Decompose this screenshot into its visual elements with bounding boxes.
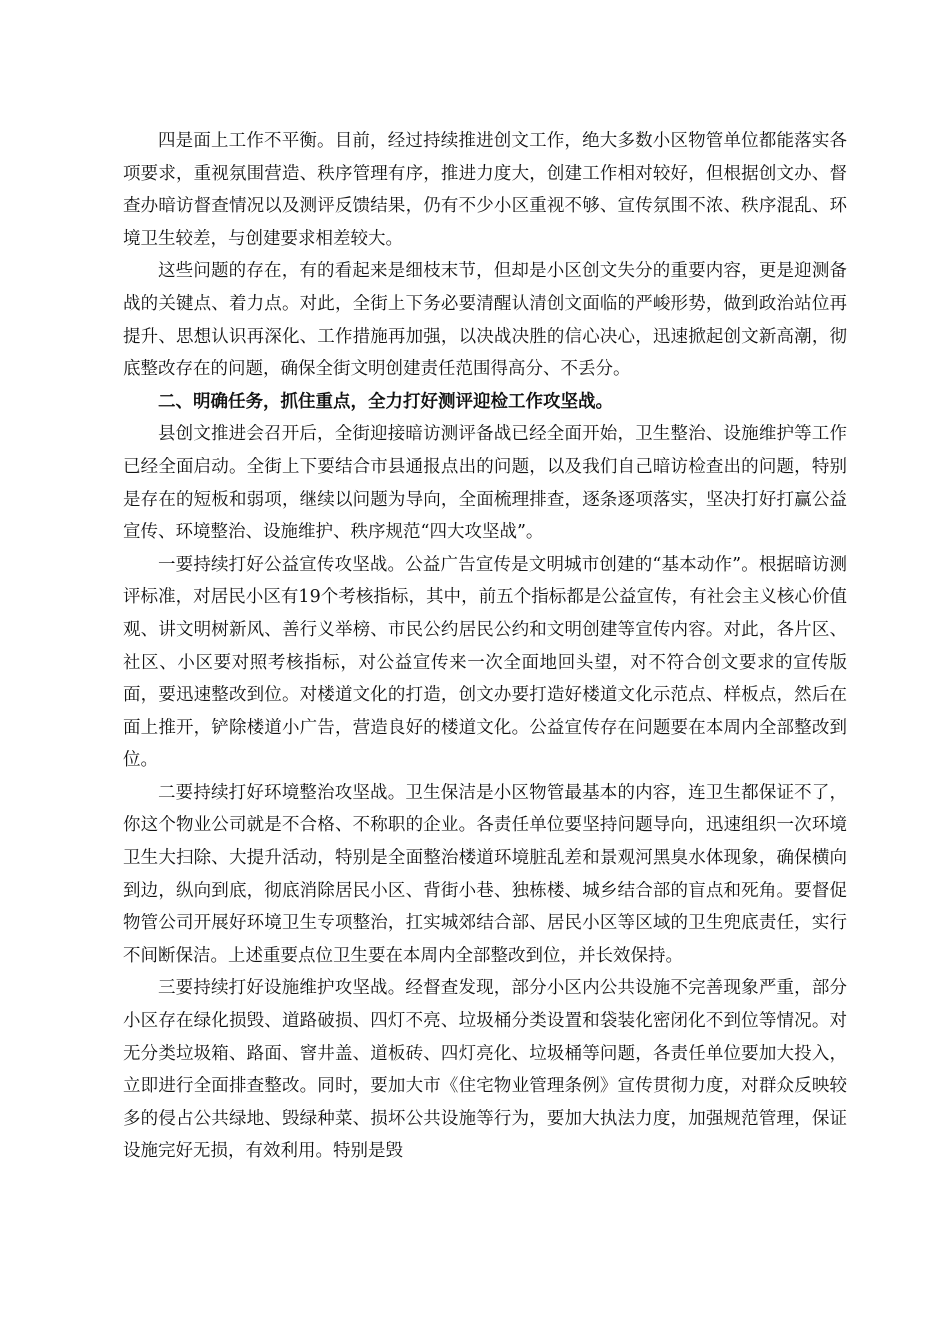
document-body bbox=[123, 125, 847, 1168]
paragraph: 一要持续打好公益宣传攻坚战。公益广告宣传是文明城市创建的“基本动作”。根据暗访测评标准，对居民小区有19个考核指标，其中，前五个指标都是公益宣传，有社会主义核心价值观、讲文明树新风、善行义举榜、市民公约居民公约和文明创建等宣传内容。对此，各片区、社区、小区要对照考核指标，对公益宣传来一次全面地回头望，对不符合创文要求的宣传版面，要迅速整改到位。对楼道文化的打造，创文办要打造好楼道文化示范点、样板点，然后在面上推开，铲除楼道小广告，营造良好的楼道文化。公益宣传存在问题要在本周内全部整改到位。 bbox=[123, 554, 847, 771]
paragraph: 三要持续打好设施维护攻坚战。经督查发现，部分小区内公共设施不完善现象严重，部分小区存在绿化损毁、道路破损、四灯不亮、垃圾桶分类设置和袋装化密闭化不到位等情况。对无分类垃圾箱、路面、窨井盖、道板砖、四灯亮化、垃圾桶等问题，各责任单位要加大投入，立即进行全面排查整改。同时，要加大市《住宅物业管理条例》宣传贯彻力度，对群众反映较多的侵占公共绿地、毁绿种菜、损坏公共设施等行为，要加大执法力度，加强规范管理，保证设施完好无损，有效利用。特别是毁 bbox=[123, 978, 847, 1162]
section-heading: 二、明确任务，抓住重点，全力打好测评迎检工作攻坚战。 bbox=[158, 391, 613, 412]
paragraph: 二要持续打好环境整治攻坚战。卫生保洁是小区物管最基本的内容，连卫生都保证不了，你这个物业公司就是不合格、不称职的企业。各责任单位要坚持问题导向，迅速组织一次环境卫生大扫除、大提升活动，特别是全面整治楼道环境脏乱差和景观河黑臭水体现象，确保横向到边，纵向到底，彻底消除居民小区、背街小巷、独栋楼、城乡结合部的盲点和死角。要督促物管公司开展好环境卫生专项整治，扛实城郊结合部、居民小区等区域的卫生兜底责任，实行不间断保洁。上述重要点位卫生要在本周内全部整改到位，并长效保持。 bbox=[123, 782, 847, 966]
paragraph: 这些问题的存在，有的看起来是细枝末节，但却是小区创文失分的重要内容，更是迎测备战的关键点、着力点。对此，全街上下务必要清醒认清创文面临的严峻形势，做到政治站位再提升、思想认识再深化、工作措施再加强，以决战决胜的信心决心，迅速掀起创文新高潮，彻底整改存在的问题，确保全街文明创建责任范围得高分、不丢分。 bbox=[123, 261, 847, 380]
paragraph: 县创文推进会召开后，全街迎接暗访测评备战已经全面开始，卫生整治、设施维护等工作已经全面启动。全街上下要结合市县通报点出的问题，以及我们自己暗访检查出的问题，特别是存在的短板和弱项，继续以问题为导向，全面梳理排查，逐条逐项落实，坚决打好打赢公益宣传、环境整治、设施维护、秩序规范“四大攻坚战”。 bbox=[123, 424, 847, 543]
paragraph: 四是面上工作不平衡。目前，经过持续推进创文工作，绝大多数小区物管单位都能落实各项要求，重视氛围营造、秩序管理有序，推进力度大，创建工作相对较好，但根据创文办、督查办暗访督查情况以及测评反馈结果，仍有不少小区重视不够、宣传氛围不浓、秩序混乱、环境卫生较差，与创建要求相差较大。 bbox=[123, 131, 847, 249]
